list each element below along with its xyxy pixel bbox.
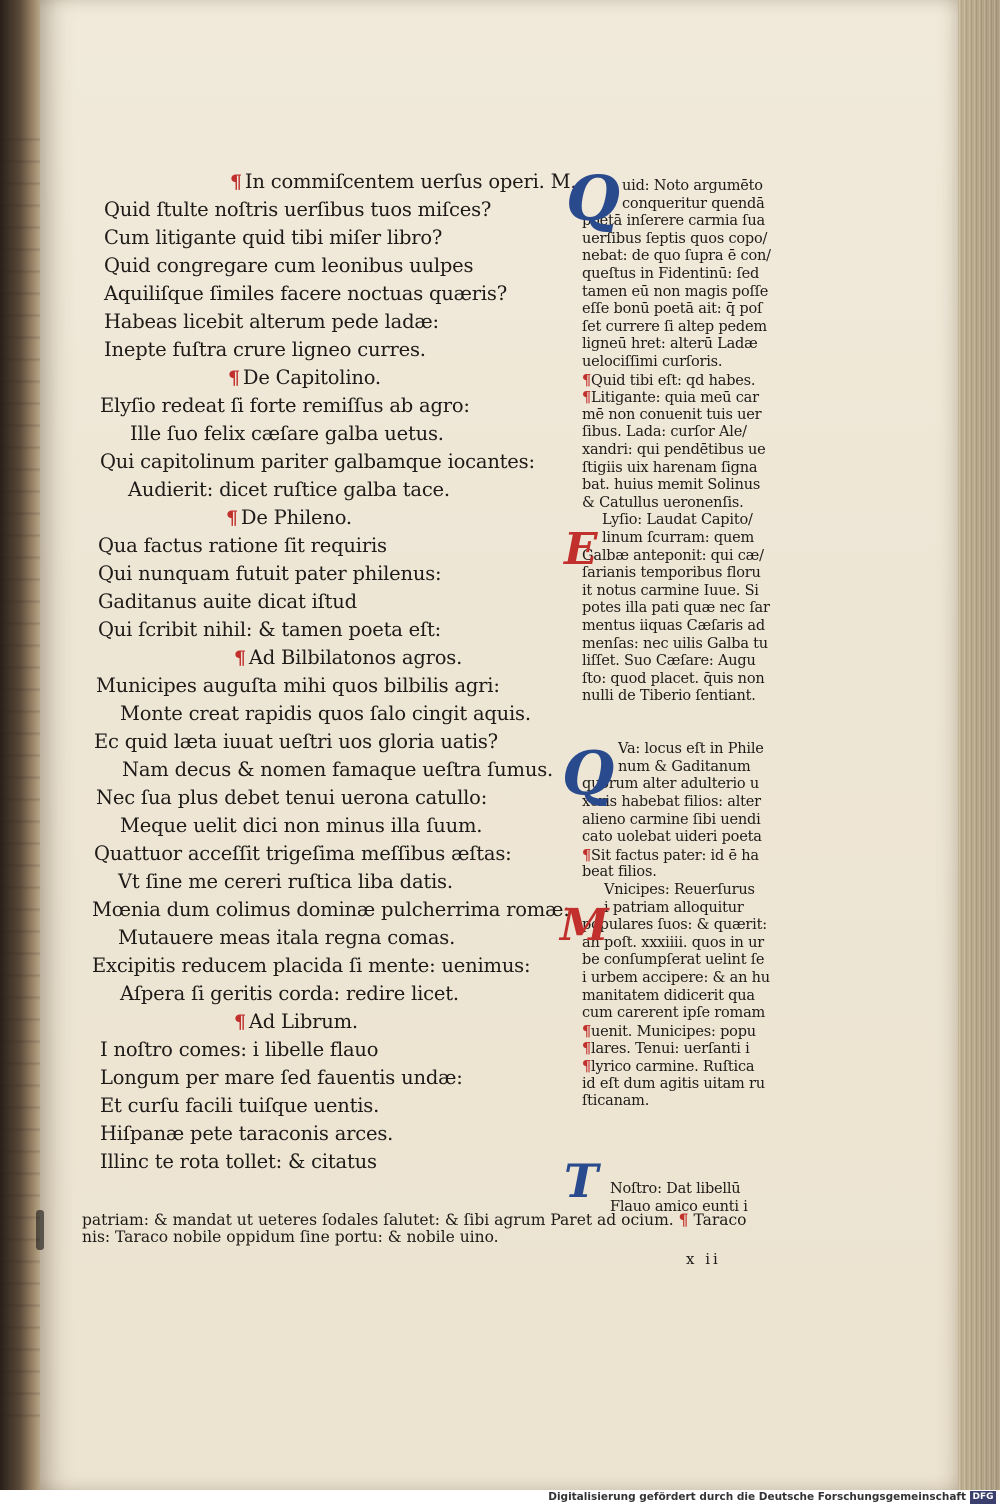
commentary-line <box>582 266 759 283</box>
commentary-line <box>610 1181 740 1198</box>
line-text: Municipes auguſta mihi quos bilbilis agri: <box>96 674 500 697</box>
pilcrow-mark: ¶ <box>582 1058 592 1075</box>
pilcrow-mark: ¶ <box>234 1011 246 1033</box>
commentary-line <box>582 988 755 1005</box>
commentary-line <box>582 952 764 969</box>
commentary-text: poetā inſerere carmia ſua <box>582 213 765 230</box>
commentary-line <box>582 917 767 934</box>
commentary-text: menſas: nec uilis Galba tu <box>582 635 768 652</box>
commentary-line <box>582 284 768 301</box>
commentary-line <box>582 935 764 952</box>
line-text: De Capitolino. <box>242 366 381 389</box>
verse-line <box>98 618 441 642</box>
pilcrow-mark: ¶ <box>230 171 242 193</box>
line-text: Elyſio redeat ſi forte remiſſus ab agro: <box>100 394 470 417</box>
pilcrow-mark: ¶ <box>582 1022 592 1040</box>
commentary-line <box>582 372 755 390</box>
commentary-text: linum ſcurram: quem <box>602 530 755 546</box>
rubric-heading <box>234 646 462 670</box>
line-text: In commiſcentem uerſus operi. M. <box>244 170 577 193</box>
rubric-heading <box>234 1010 358 1034</box>
commentary-line <box>582 248 771 265</box>
commentary-text: queſtus in Fidentinū: ſed <box>582 266 760 282</box>
commentary-text: quorum alter adulterio u <box>582 776 759 793</box>
rubric-heading <box>228 366 381 390</box>
commentary-text: alieno carmine ſibi uendi <box>582 811 761 828</box>
commentary-line <box>602 530 754 547</box>
commentary-line <box>582 636 768 653</box>
commentary-text: bat. huius memit Solinus <box>582 477 761 494</box>
commentary-line <box>582 812 761 829</box>
commentary-line <box>582 319 767 336</box>
commentary-text: ligneū hret: alterū Ladæ <box>582 336 758 353</box>
commentary-text: lyrico carmine. Ruſtica <box>591 1059 755 1075</box>
commentary-line <box>582 864 657 881</box>
commentary-line <box>582 671 765 688</box>
commentary-text: uelociſſimi curſoris. <box>582 354 723 370</box>
verse-line <box>118 926 455 950</box>
line-text: Mœnia dum colimus dominæ pulcherrima romæ: <box>92 898 570 921</box>
verse-line <box>104 226 442 250</box>
line-text: Hiſpanæ pete taraconis arces. <box>100 1122 394 1145</box>
commentary-text: ſto: quod placet. q̄uis non <box>582 670 765 687</box>
commentary-text: Vnicipes: Reuerſurus <box>604 882 755 898</box>
verse-line <box>98 562 441 586</box>
verse-line <box>104 198 491 222</box>
commentary-line <box>582 548 764 565</box>
facing-page-edge <box>0 120 40 1420</box>
commentary-text: uerſibus ſeptis quos copo/ <box>582 230 768 247</box>
commentary-text: nebat: de quo ſupra ē con/ <box>582 248 771 265</box>
commentary-text: i urbem accipere: & an hu <box>582 970 770 986</box>
commentary-text: ſtigiis uix harenam ſigna <box>582 459 758 476</box>
commentary-text: id eſt dum agitis uitam ru <box>582 1075 765 1092</box>
commentary-line <box>582 477 760 494</box>
commentary-line <box>582 829 762 846</box>
rubric-heading <box>230 170 576 194</box>
bottom-commentary-line-2: nis: Taraco nobile oppidum ſine portu: & nobile uino. <box>82 1228 499 1246</box>
verse-line <box>104 282 507 306</box>
verse-line <box>92 954 530 978</box>
commentary-line <box>582 442 766 459</box>
pilcrow-mark: ¶ <box>582 846 592 864</box>
line-text: Quattuor acceſſit trigeſima meſſibus æſtas: <box>94 842 512 865</box>
commentary-text: cum carerent ipſe romam <box>582 1005 766 1022</box>
bottom-commentary-line-1 <box>82 1210 747 1230</box>
commentary-line <box>582 389 759 407</box>
commentary-text: Galbæ anteponit: qui cæ/ <box>582 547 764 564</box>
commentary-text: mē non conuenit tuis uer <box>582 406 762 423</box>
verse-line <box>100 1094 379 1118</box>
page-edges <box>958 0 1000 1490</box>
commentary-text: Va: locus eſt in Phile <box>618 741 764 758</box>
verse-line <box>92 898 570 922</box>
verse-line <box>98 590 357 614</box>
verse-line <box>96 786 487 810</box>
pilcrow-mark: ¶ <box>234 647 246 669</box>
commentary-line <box>582 495 744 512</box>
commentary-text: populares ſuos: & quærit: <box>582 917 767 934</box>
commentary-text: Lyſio: Laudat Capito/ <box>602 512 753 529</box>
commentary-text: be conſumpſerat uelint ſe <box>582 952 765 969</box>
commentary-text: i patriam alloquitur <box>604 899 744 916</box>
commentary-text: nulli de Tiberio ſentiant. <box>582 688 756 705</box>
commentary-text: Noſtro: Dat libellū <box>610 1181 741 1198</box>
commentary-text: beat filios. <box>582 864 657 881</box>
line-text: Ad Librum. <box>248 1010 358 1033</box>
verse-line <box>104 338 426 362</box>
commentary-text: lares. Tenui: uerſanti i <box>591 1041 750 1058</box>
commentary-line <box>582 1023 756 1041</box>
commentary-text: uenit. Municipes: popu <box>591 1023 756 1040</box>
commentary-text: xandri: qui pendētibus ue <box>582 442 766 458</box>
commentary-line <box>618 759 751 776</box>
line-text: Habeas licebit alterum pede ladæ: <box>104 310 439 333</box>
verse-line <box>100 1150 377 1174</box>
line-text: Qua factus ratione ſit requiris <box>98 534 387 557</box>
commentary-line <box>582 424 747 441</box>
line-text: Qui nunquam futuit pater philenus: <box>98 562 442 585</box>
commentary-text: ſarianis temporibus floru <box>582 565 761 582</box>
commentary-line <box>582 1093 649 1110</box>
line-text: Ille ſuo felix cæſare galba uetus. <box>130 422 444 445</box>
commentary-text: eſſe bonū poetā ait: q̄ poſ <box>582 301 763 318</box>
line-text: Cum litigante quid tibi miſer libro? <box>104 226 443 249</box>
dfg-logo-icon: DFG <box>970 1491 996 1504</box>
commentary-text: ſticanam. <box>582 1093 650 1110</box>
commentary-line <box>622 196 765 213</box>
verse-line <box>104 310 439 334</box>
commentary-line <box>582 301 762 318</box>
footer-credit: Digitalisierung gefördert durch die Deutsche Forschungsgemeinschaft <box>548 1491 966 1503</box>
commentary-line <box>582 583 759 600</box>
pilcrow-mark: ¶ <box>678 1210 689 1229</box>
verse-line <box>94 730 498 754</box>
commentary-line <box>582 600 770 617</box>
pilcrow-mark: ¶ <box>226 507 238 529</box>
line-text: Excipitis reducem placida ſi mente: uenimus: <box>92 954 531 977</box>
commentary-line <box>602 512 753 529</box>
commentary-text: it notus carmine Iuue. Si <box>582 582 759 599</box>
line-text: Nec ſua plus debet tenui uerona catullo: <box>96 786 488 809</box>
pilcrow-mark: ¶ <box>582 1040 592 1058</box>
initial-q-ouid: Q <box>566 162 621 235</box>
verse-line <box>94 842 512 866</box>
commentary-text: num & Gaditanum <box>618 758 751 775</box>
commentary-text: ſibus. Lada: curſor Ale/ <box>582 424 747 441</box>
line-text: Et curſu facili tuiſque uentis. <box>100 1094 380 1117</box>
initial-q-qua: Q <box>562 739 615 809</box>
commentary-line <box>582 407 761 424</box>
commentary-line <box>582 847 759 865</box>
commentary-text: an poſt. xxxiiii. quos in ur <box>582 934 764 951</box>
line-text: Quid congregare cum leonibus uulpes <box>104 254 474 277</box>
line-text: Meque uelit dici non minus illa ſuum. <box>120 814 483 837</box>
commentary-line <box>582 1040 750 1058</box>
commentary-line <box>582 460 757 477</box>
commentary-text: Flauo amico eunti i <box>610 1198 748 1215</box>
commentary-text: ſet currere ſi altep pedem <box>582 318 767 335</box>
line-text: Monte creat rapidis quos ſalo cingit aquis. <box>120 702 531 725</box>
margin-mark <box>36 1210 44 1250</box>
line-text: Aſpera ſi geritis corda: redire licet. <box>120 982 459 1005</box>
commentary-line <box>582 1058 754 1076</box>
commentary-line <box>582 688 756 705</box>
folio-number: x ii <box>686 1250 721 1268</box>
bottom-line-1-tail: Taraco <box>693 1211 747 1229</box>
commentary-text: potes illa pati quæ nec ſar <box>582 600 770 617</box>
commentary-text: mentus iiquas Cæſaris ad <box>582 618 765 634</box>
commentary-line <box>582 565 761 582</box>
line-text: Mutauere meas itala regna comas. <box>118 926 456 949</box>
verse-line <box>100 1122 393 1146</box>
line-text: I noſtro comes: i libelle flauo <box>100 1038 379 1061</box>
pilcrow-mark: ¶ <box>228 367 240 389</box>
verse-line <box>98 534 387 558</box>
line-text: Ad Bilbilatonos agros. <box>248 646 463 669</box>
commentary-text: & Catullus ueronenſis. <box>582 494 744 511</box>
line-text: Vt ſine me cereri ruſtica liba datis. <box>118 870 453 893</box>
verse-line <box>100 1066 463 1090</box>
verse-line <box>100 450 535 474</box>
line-text: Qui capitolinum pariter galbamque iocantes: <box>100 450 535 473</box>
commentary-text: manitatem didicerit qua <box>582 987 755 1004</box>
commentary-text: Quid tibi eſt: qd habes. <box>591 372 756 389</box>
commentary-line <box>582 336 758 353</box>
line-text: Nam decus & nomen famaque ueſtra ſumus. <box>122 758 553 781</box>
verse-line <box>120 702 531 726</box>
commentary-text: uid: Noto argumēto <box>622 178 763 194</box>
commentary-text: liſſet. Suo Cæſare: Augu <box>582 653 756 670</box>
verse-line <box>104 254 473 278</box>
line-text: Qui ſcribit nihil: & tamen poeta eſt: <box>98 618 442 641</box>
commentary-text: xoris habebat filios: alter <box>582 794 761 810</box>
line-text: Illinc te rota tollet: & citatus <box>100 1150 377 1173</box>
verse-line <box>100 1038 378 1062</box>
line-text: Ec quid læta iuuat ueſtri uos gloria uatis? <box>94 730 498 753</box>
commentary-text: tamen eū non magis poſſe <box>582 283 769 300</box>
line-text: De Phileno. <box>240 506 352 529</box>
verse-line <box>96 674 500 698</box>
commentary-text: Litigante: quia meū car <box>591 390 759 407</box>
commentary-line <box>618 741 764 758</box>
verse-line <box>118 870 453 894</box>
verse-line <box>122 758 553 782</box>
verse-line <box>120 982 459 1006</box>
commentary-line <box>582 1005 765 1022</box>
commentary-line <box>582 653 756 670</box>
commentary-text: Sit factus pater: id ē ha <box>591 847 759 864</box>
verse-line <box>128 478 450 502</box>
commentary-text: conqueritur quendā <box>622 195 765 212</box>
rubric-heading <box>226 506 352 530</box>
line-text: Longum per mare ſed fauentis undæ: <box>100 1066 463 1089</box>
initial-e-elysio: E <box>564 524 598 575</box>
commentary-text: cato uolebat uideri poeta <box>582 829 762 846</box>
commentary-line <box>582 354 722 371</box>
line-text: Quid ſtulte noſtris uerſibus tuos miſces? <box>104 198 492 221</box>
commentary-line <box>582 1076 765 1093</box>
line-text: Gaditanus auite dicat iſtud <box>98 590 357 613</box>
commentary-line <box>582 618 765 635</box>
commentary-line <box>622 178 763 195</box>
commentary-line <box>604 882 755 899</box>
commentary-line <box>582 970 770 987</box>
commentary-line <box>604 900 744 917</box>
line-text: Inepte fuſtra crure ligneo curres. <box>104 338 426 361</box>
line-text: Audierit: dicet ruſtice galba tace. <box>128 478 450 501</box>
initial-m-municipes: M <box>560 900 609 951</box>
verse-line <box>100 394 470 418</box>
initial-t-tnostro: T <box>564 1154 599 1208</box>
pilcrow-mark: ¶ <box>582 371 592 389</box>
line-text: Aquiliſque ſimiles facere noctuas quæris? <box>104 282 507 305</box>
pilcrow-mark: ¶ <box>582 389 592 407</box>
bottom-line-1-text: patriam: & mandat ut ueteres ſodales ſalutet: & ſibi agrum Paret ad ocium. <box>82 1211 674 1229</box>
verse-line <box>120 814 482 838</box>
verse-line <box>130 422 444 446</box>
